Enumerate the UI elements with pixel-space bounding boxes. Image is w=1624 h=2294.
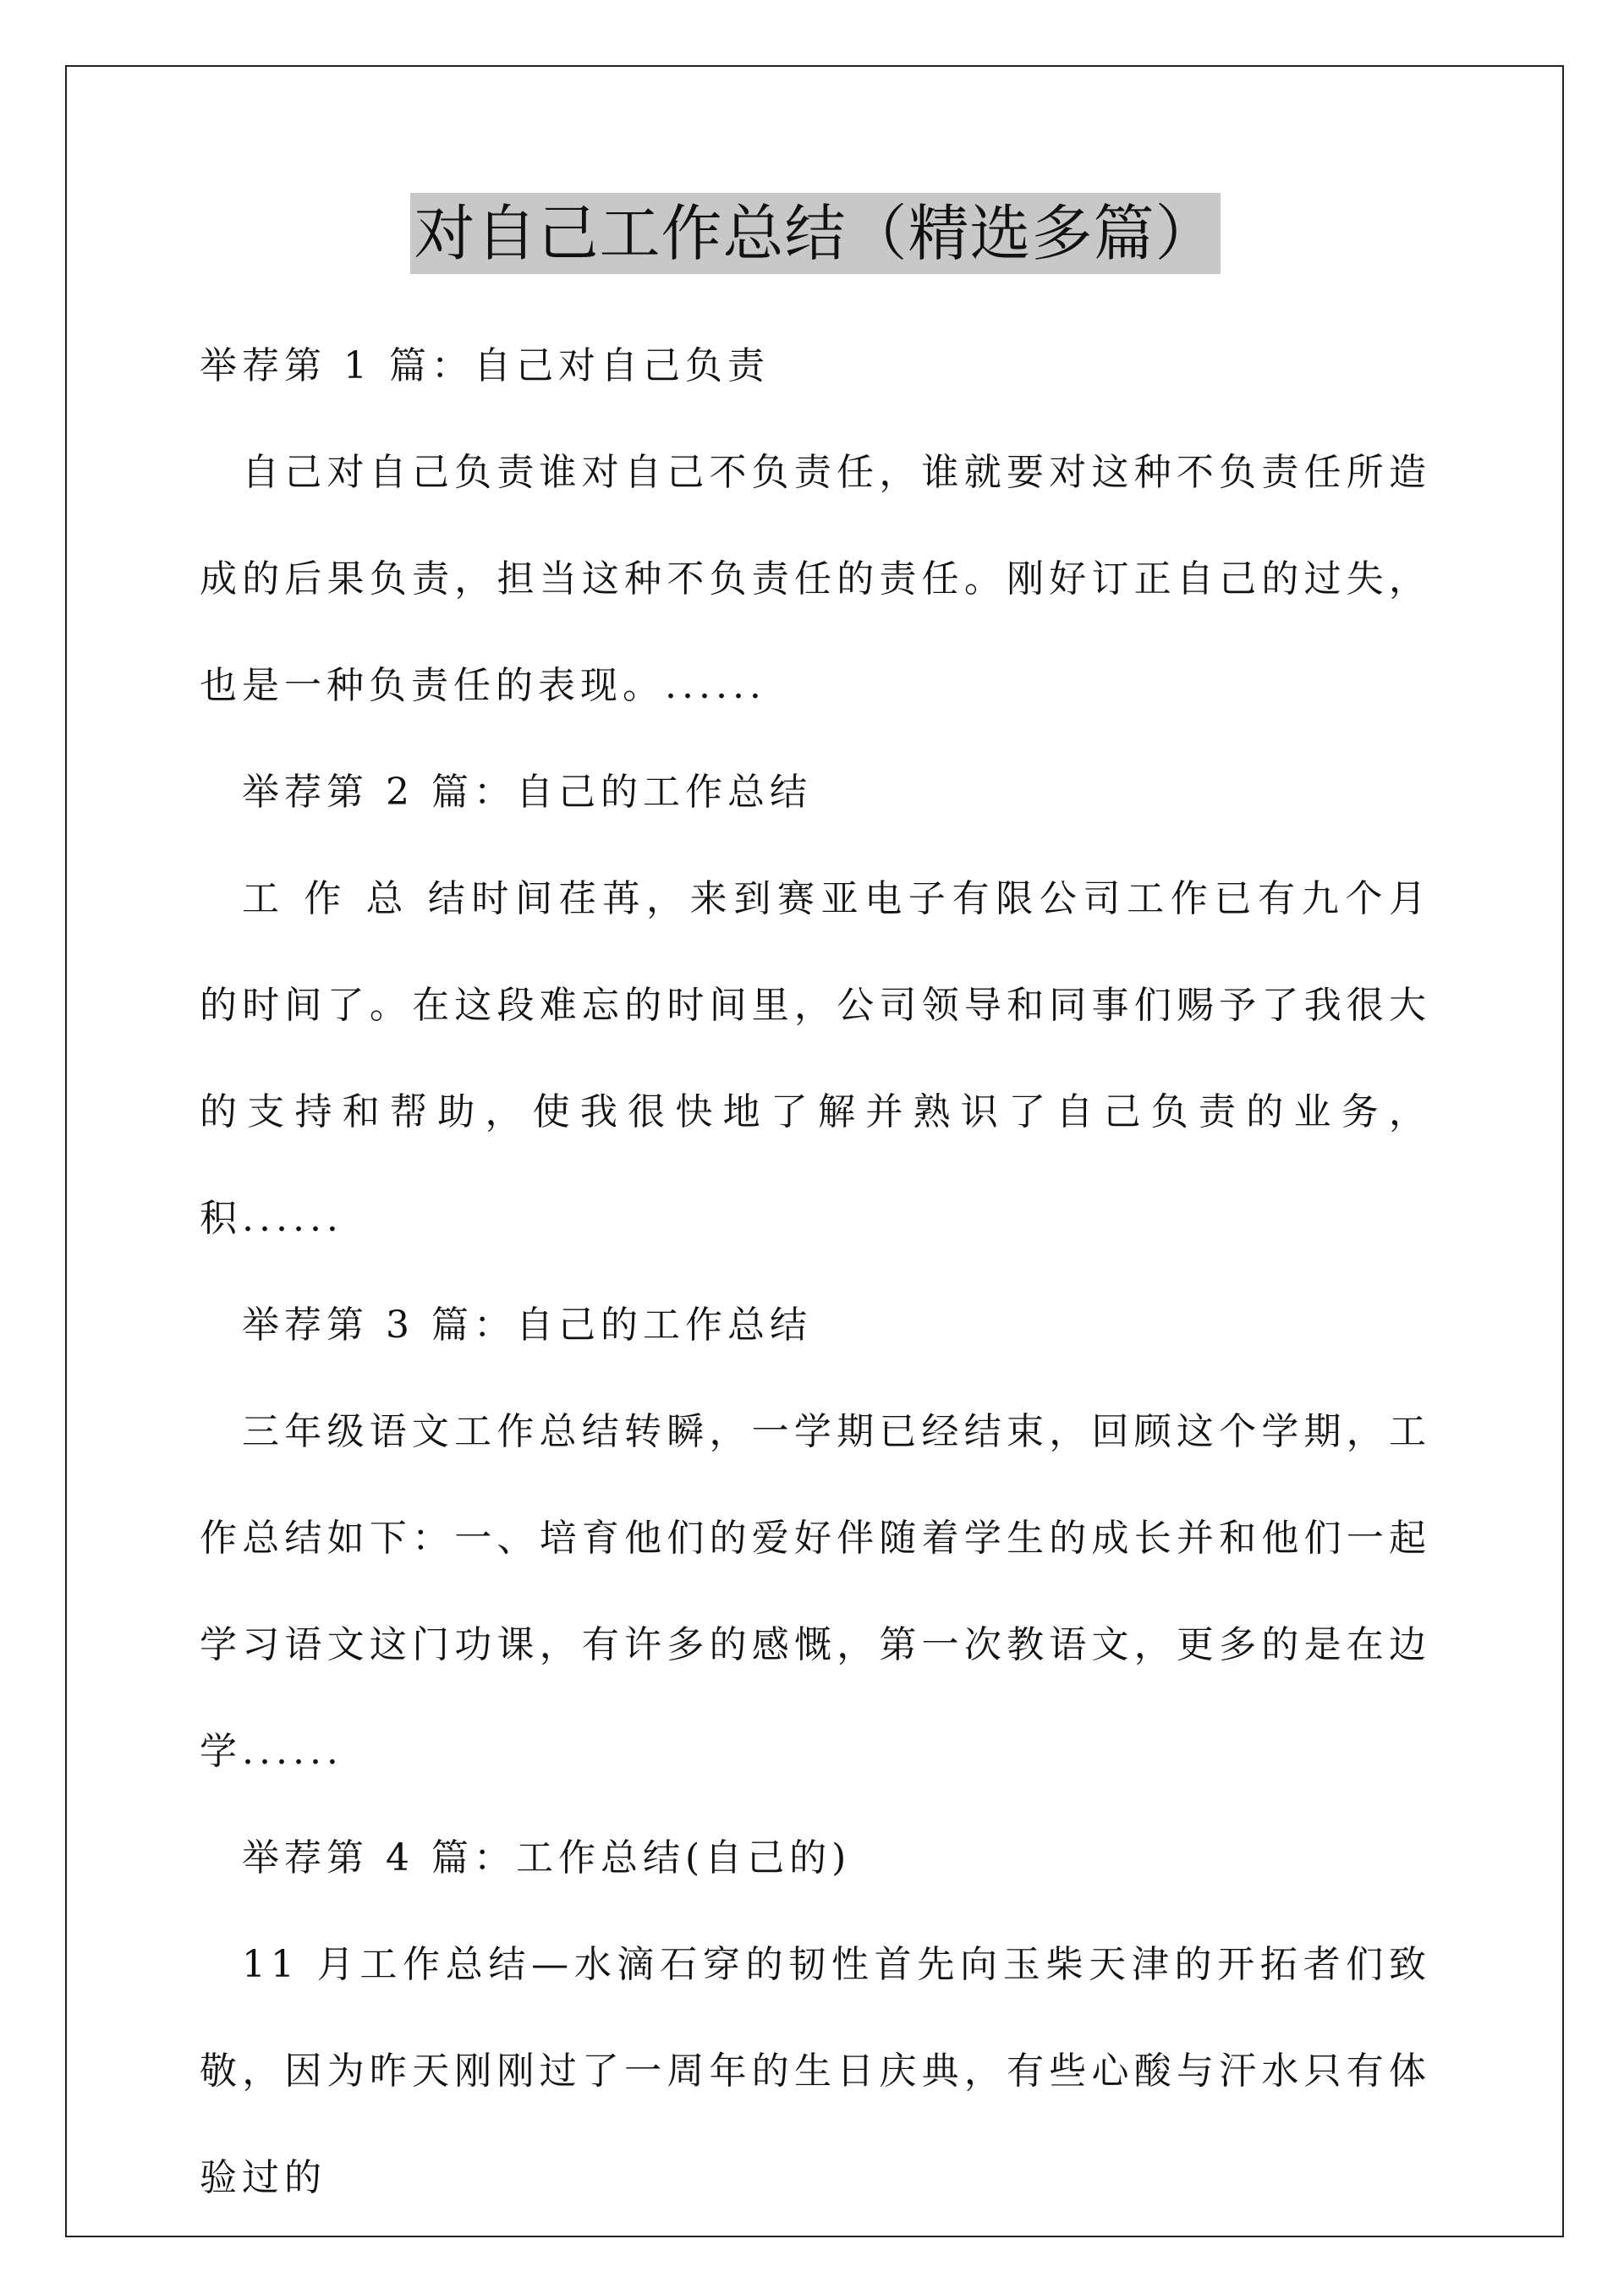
body-paragraph-2: 工 作 总 结时间荏苒，来到赛亚电子有限公司工作已有九个月的时间了。在这段难忘的时间里，公司领导和同事们赐予了我很大的支持和帮助，使我很快地了解并熟识了自己负责的业务，积...... xyxy=(200,877,1431,1240)
body-paragraph-4: 11 月工作总结—水滴石穿的韧性首先向玉柴天津的开拓者们致敬，因为昨天刚刚过了一周年的生日庆典，有些心酸与汗水只有体验过的 xyxy=(200,1943,1431,2199)
document-body xyxy=(200,193,1431,2231)
heading-recommend-4: 举荐第 4 篇：工作总结(自己的) xyxy=(242,1836,852,1880)
heading-recommend-3: 举荐第 3 篇：自己的工作总结 xyxy=(242,1303,812,1347)
title-container xyxy=(200,193,1431,274)
body-paragraph-3: 三年级语文工作总结转瞬，一学期已经结束，回顾这个学期，工作总结如下：一、培育他们的爱好伴随着学生的成长并和他们一起学习语文这门功课，有许多的感慨，第一次教语文，更多的是在边学...... xyxy=(200,1410,1431,1773)
heading-recommend-2: 举荐第 2 篇：自己的工作总结 xyxy=(242,771,812,814)
document-title: 对自己工作总结（精选多篇） xyxy=(410,193,1220,274)
body-paragraph-1: 自己对自己负责谁对自己不负责任，谁就要对这种不负责任所造成的后果负责，担当这种不负责任的责任。刚好订正自己的过失，也是一种负责任的表现。...... xyxy=(200,451,1431,707)
heading-recommend-1: 举荐第 1 篇：自己对自己负责 xyxy=(200,344,770,387)
